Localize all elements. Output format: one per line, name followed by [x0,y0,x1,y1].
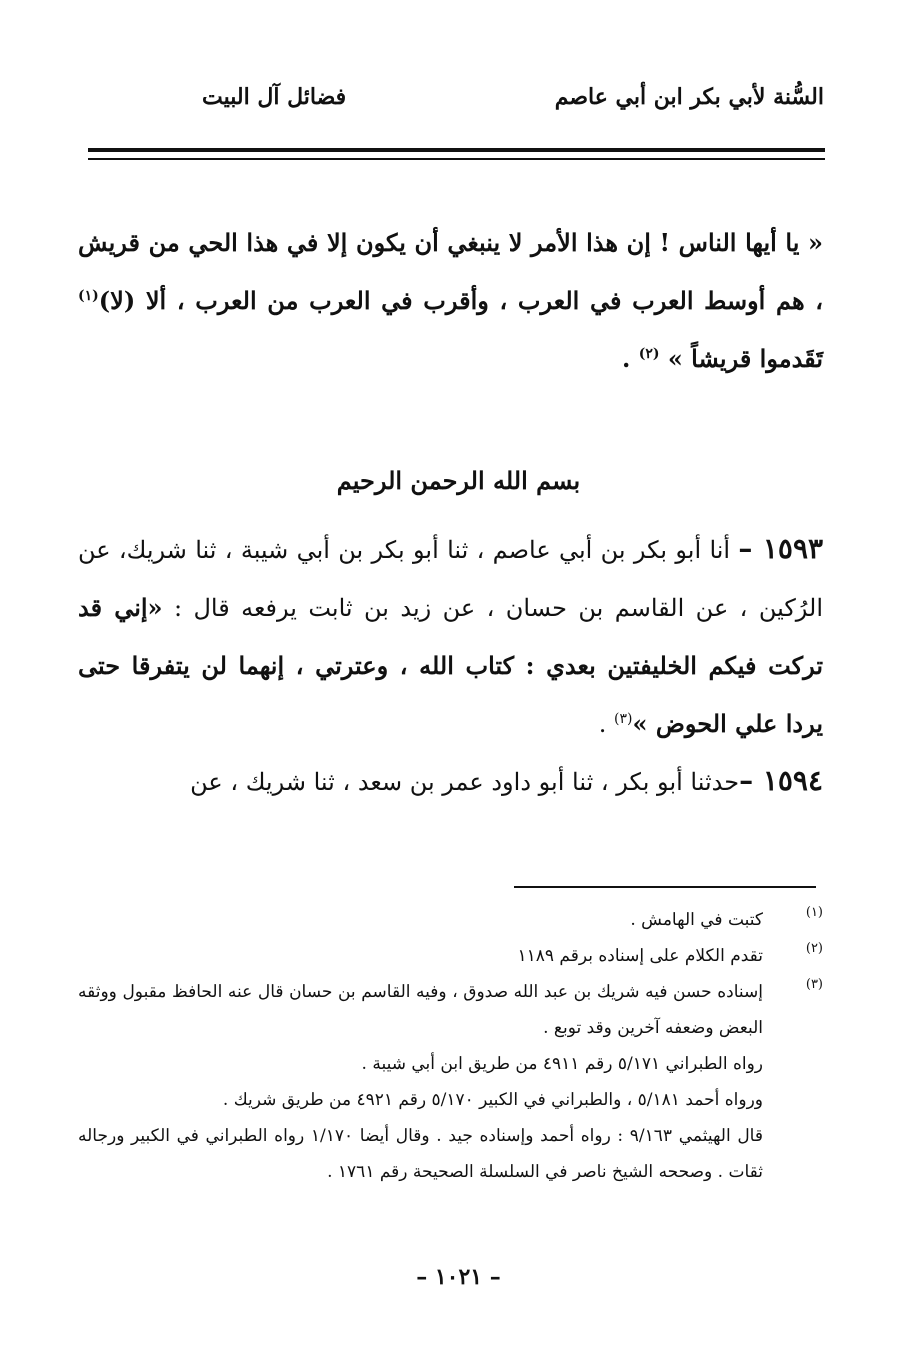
intro-paragraph [78,214,823,388]
intro-text: « يا أيها الناس ! إن هذا الأمر لا ينبغي أن يكون إلا في هذا الحي من قريش ، هم أوسط العرب في العرب ، وأقرب في العرب من العرب ، ألا (لا) [78,228,823,315]
footnote-ref-3: (٣) [614,711,633,727]
hadith-1594 [78,752,823,811]
basmala: بسم الله الرحمن الرحيم [336,466,581,495]
header-chapter-title: فضائل آل البيت [202,84,347,110]
footnote-ref-2: (٢) [638,346,660,362]
page-number: – ١٠٢١ – [416,1264,501,1290]
footnote-mark: (٣) [805,977,823,992]
footnote-3 [78,974,823,1190]
footnote-separator [514,886,816,888]
footnote-ref-1: (١) [78,288,99,304]
hadith-number-1593: ١٥٩٣ – [738,532,824,565]
footnote-text: تقدم الكلام على إسناده برقم ١١٨٩ [517,946,763,966]
footnote-text: إسناده حسن فيه شريك بن عبد الله صدوق ، وفيه القاسم بن حسان قال عنه الحافظ مقبول ووثقه البعض وضعفه آخرين وقد توبع . [78,982,763,1038]
hadith-chain-1593: أنا أبو بكر بن أبي عاصم ، ثنا أبو بكر بن أبي شيبة ، ثنا شريك، عن الرُكين ، عن القاسم بن حسان ، عن زيد بن ثابت يرفعه قال : [78,536,823,622]
intro-text-2: تَقَدموا قريشاً » [667,344,823,373]
hadith-matn-1593: «إني قد تركت فيكم الخليفتين بعدي : كتاب الله ، وعترتي ، إنهما لن يتفرقا حتى يردا علي الحوض » [78,593,823,738]
hadith-number-1594: ١٥٩٤ – [739,764,823,797]
header-book-title: السُّنة لأبي بكر ابن أبي عاصم [554,84,824,110]
hadith-end-1593: . [598,710,615,738]
intro-end: . [621,344,639,373]
header-rule-thin [88,158,825,160]
hadith-1593 [78,520,823,753]
hadith-chain-1594: حدثنا أبو بكر ، ثنا أبو داود عمر بن سعد ، ثنا شريك ، عن [190,768,740,796]
footnote-text: كتبت في الهامش . [630,910,763,930]
footnotes [78,902,823,1190]
footnote-1 [78,902,823,938]
footnote-mark: (٢) [805,941,823,956]
running-header [90,84,826,124]
footnote-2 [78,938,823,974]
header-rule-thick [88,148,825,152]
footnote-text: قال الهيثمي ٩/١٦٣ : رواه أحمد وإسناده جيد . وقال أيضا ١/١٧٠ رواه الطبراني في الكبير ورجاله ثقات . وصححه الشيخ ناصر في السلسلة الصحيحة رقم ١٧٦١ . [78,1126,763,1182]
footnote-mark: (١) [805,905,823,920]
footnote-text: رواه الطبراني ٥/١٧١ رقم ٤٩١١ من طريق ابن أبي شيبة . [361,1054,763,1074]
footnote-text: ورواه أحمد ٥/١٨١ ، والطبراني في الكبير ٥/١٧٠ رقم ٤٩٢١ من طريق شريك . [222,1090,763,1110]
